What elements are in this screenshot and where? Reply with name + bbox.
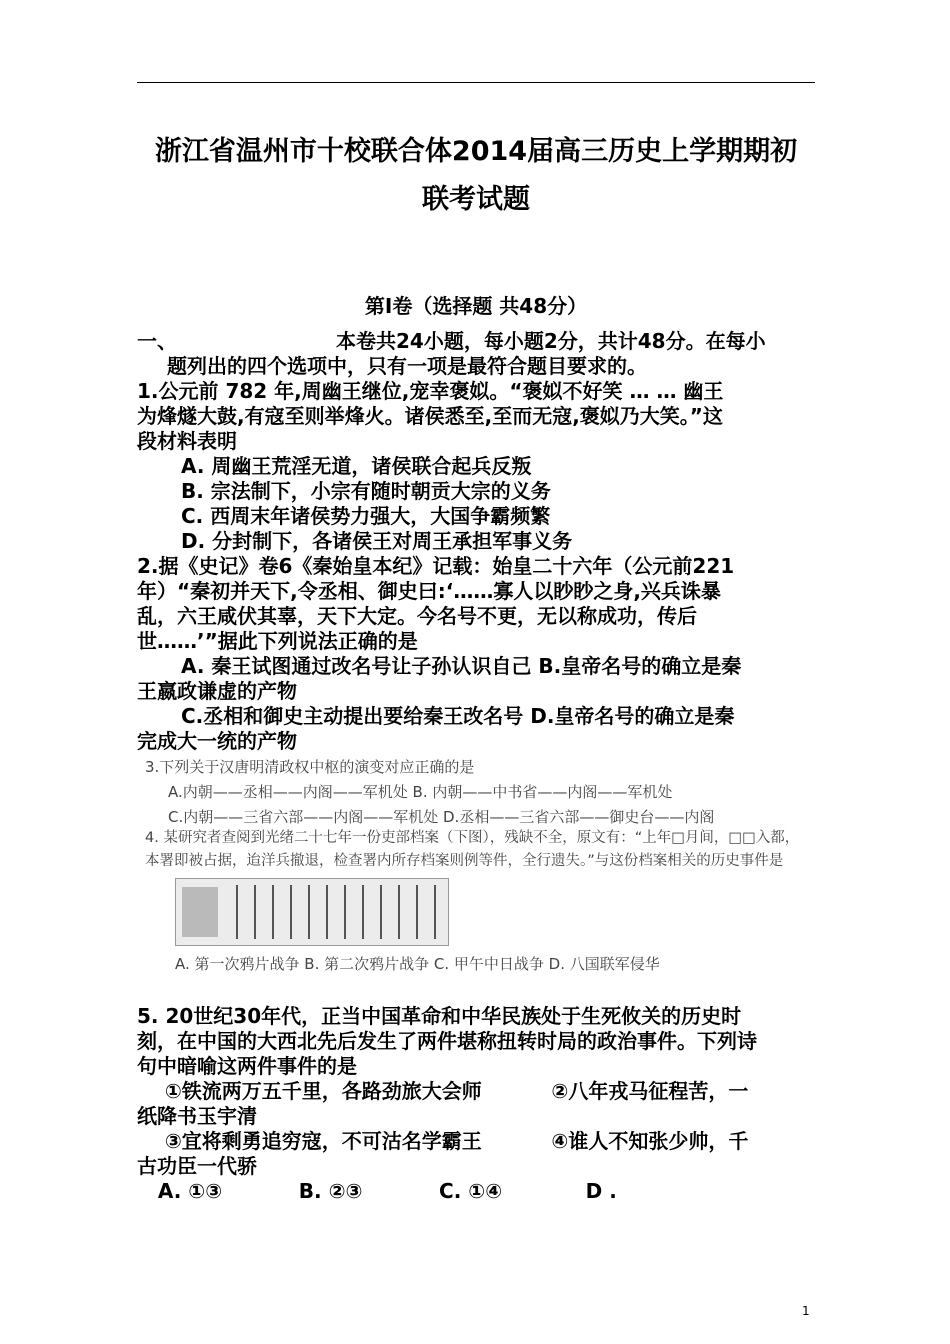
document-title-line1: 浙江省温州市十校联合体2014届高三历史上学期期初 <box>154 136 798 167</box>
q4-stem-line1: 4. 某研究者查阅到光绪二十七年一份吏部档案（下图），残缺不全，原文有：“上年□月间，□□入都， <box>145 830 800 846</box>
q5-poem-line: 纸降书玉宇清 <box>137 1104 257 1128</box>
document-title-line2: 联考试题 <box>422 184 530 215</box>
q1-stem-line: 1.公元前 782 年,周幽王继位,宠幸褒姒。“褒姒不好笑 … … 幽王 <box>137 379 724 403</box>
q2-stem-line: 2.据《史记》卷6《秦始皇本纪》记载：始皇二十六年（公元前221 <box>137 554 735 578</box>
q1-stem-line: 段材料表明 <box>137 429 237 453</box>
page-number: 1 <box>802 1304 810 1318</box>
section-intro-line2: 题列出的四个选项中，只有一项是最符合题目要求的。 <box>167 354 647 378</box>
q2-stem-line: 年）“秦初并天下,令丞相、御史曰:‘……寡人以眇眇之身,兴兵诛暴 <box>137 579 721 603</box>
q5-options: A. ①③ B. ②③ C. ①④ D . <box>137 1179 617 1203</box>
q5-stem-line: 刻，在中国的大西北先后发生了两件堪称扭转时局的政治事件。下列诗 <box>137 1029 757 1053</box>
q5-poem-line: ③宜将剩勇追穷寇，不可沽名学霸王 ④谁人不知张少帅，千 <box>137 1129 749 1153</box>
q5-stem-line: 5. 20世纪30年代，正当中国革命和中华民族处于生死攸关的历史时 <box>137 1004 742 1028</box>
q1-option-c: C. 西周末年诸侯势力强大，大国争霸频繁 <box>181 504 551 528</box>
q2-option-line: A. 秦王试图通过改名号让子孙认识自己 B.皇帝名号的确立是秦 <box>181 654 742 678</box>
q5-poem-line: ①铁流两万五千里，各路劲旅大会师 ②八年戎马征程苦，一 <box>137 1079 749 1103</box>
q4-options: A. 第一次鸦片战争 B. 第二次鸦片战争 C. 甲午中日战争 D. 八国联军侵华 <box>175 955 660 973</box>
q1-option-d: D. 分封制下，各诸侯王对周王承担军事义务 <box>181 529 573 553</box>
q3-options-line2: C.内朝——三省六部——内阁——军机处 D.丞相——三省六部——御史台——内阁 <box>168 808 715 826</box>
q2-option-line: 完成大一统的产物 <box>137 729 297 753</box>
q3-options-line1: A.内朝——丞相——内阁——军机处 B. 内朝——中书省——内阁——军机处 <box>168 783 673 801</box>
q1-option-b: B. 宗法制下，小宗有随时朝贡大宗的义务 <box>181 479 551 503</box>
q2-stem-line: 世……’”据此下列说法正确的是 <box>137 629 418 653</box>
q1-stem-line: 为烽燧大鼓,有寇至则举烽火。诸侯悉至,至而无寇,褒姒乃大笑。”这 <box>137 404 723 428</box>
q1-option-a: A. 周幽王荒淫无道，诸侯联合起兵反叛 <box>181 454 532 478</box>
q2-option-line: 王嬴政谦虚的产物 <box>137 679 297 703</box>
archive-document-image <box>175 878 449 946</box>
q4-stem-line2: 本署即被占据，迨洋兵撤退，检查署内所存档案则例等件，全行遗失。”与这份档案相关的历史事件是 <box>145 853 784 869</box>
q3-stem: 3.下列关于汉唐明清政权中枢的演变对应正确的是 <box>145 758 475 776</box>
q2-option-line: C.丞相和御史主动提出要给秦王改名号 D.皇帝名号的确立是秦 <box>181 704 735 728</box>
q5-stem-line: 句中暗喻这两件事件的是 <box>137 1054 357 1078</box>
q2-stem-line: 乱，六王咸伏其辜，天下大定。今名号不更，无以称成功，传后 <box>137 604 697 628</box>
section-heading: 第Ⅰ卷（选择题 共48分） <box>364 294 588 318</box>
q5-poem-line: 古功臣一代骄 <box>137 1154 257 1178</box>
header-rule <box>137 82 815 83</box>
section-intro-line1: 本卷共24小题，每小题2分，共计48分。在每小 <box>336 329 766 353</box>
section-intro-label: 一、 <box>137 329 177 353</box>
